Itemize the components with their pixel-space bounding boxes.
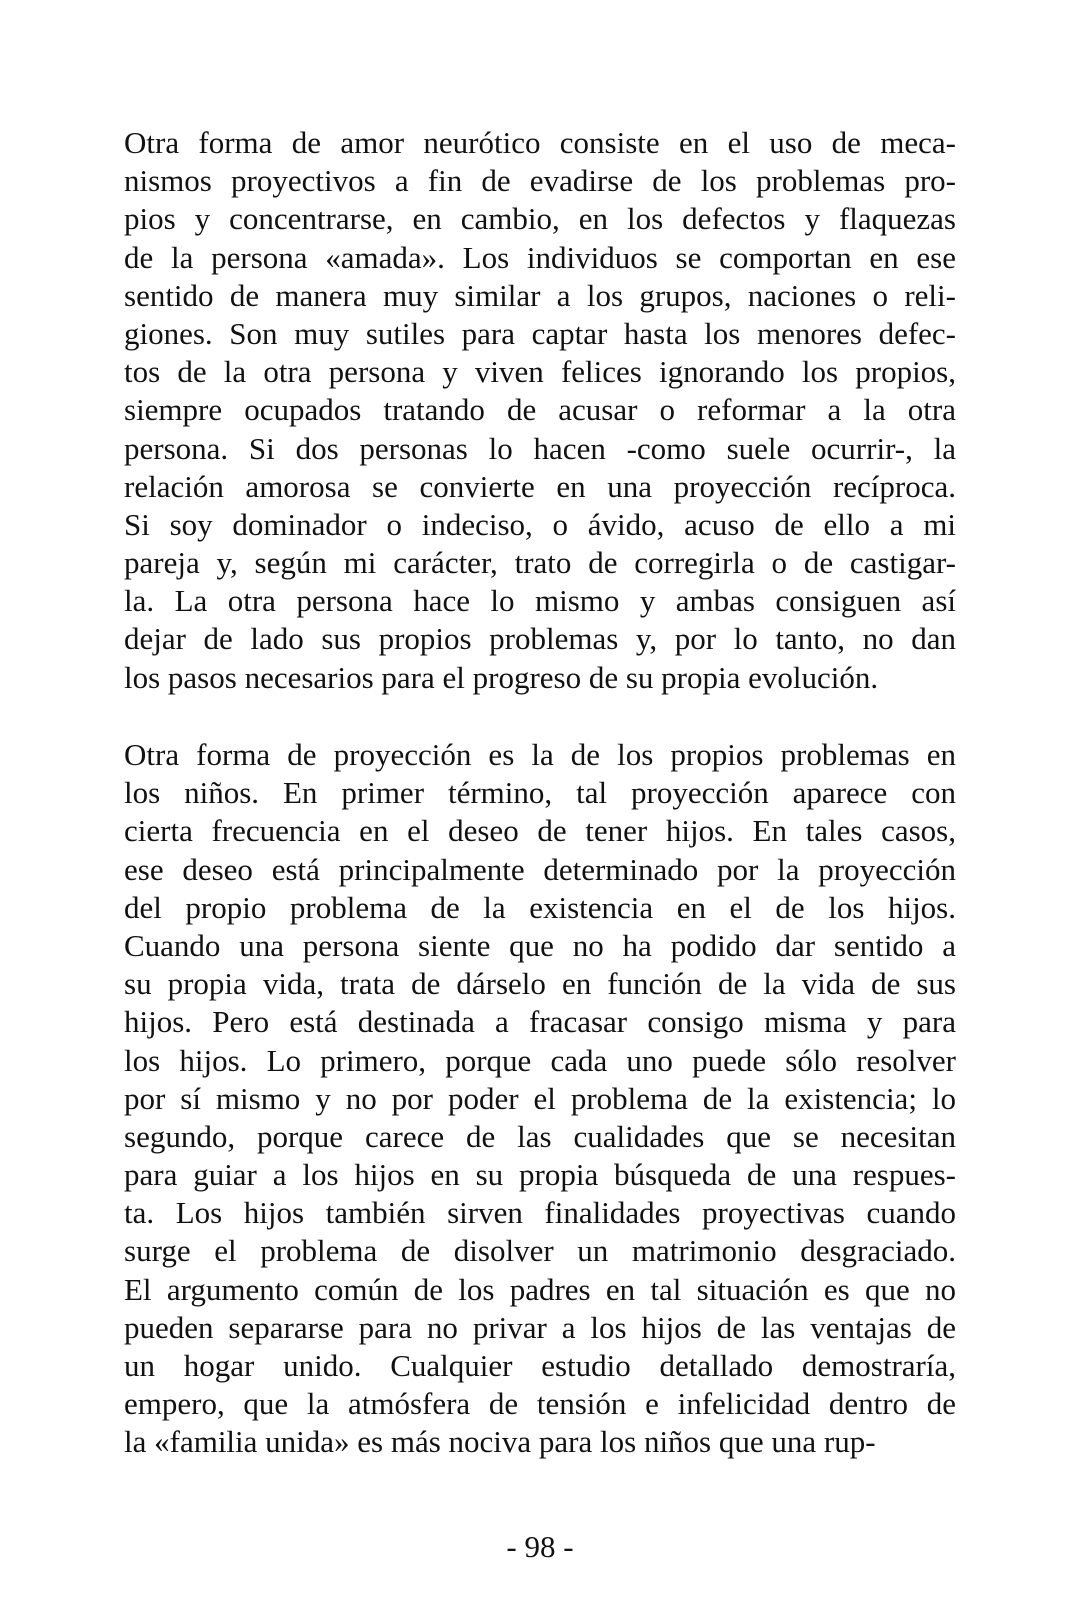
paragraph-1 — [124, 124, 956, 697]
text-line: los niños. En primer término, tal proyección aparece con — [124, 775, 956, 811]
text-line: para guiar a los hijos en su propia búsqueda de una respues- — [124, 1157, 956, 1193]
paragraph-2 — [124, 736, 956, 1462]
text-line: la «familia unida» es más nociva para los niños que una rup- — [124, 1424, 876, 1460]
text-line: cierta frecuencia en el deseo de tener hijos. En tales casos, — [124, 813, 956, 849]
text-line: El argumento común de los padres en tal situación es que no — [124, 1271, 956, 1307]
text-line: persona. Si dos personas lo hacen -como suele ocurrir-, la — [124, 430, 956, 466]
text-line: empero, que la atmósfera de tensión e infelicidad dentro de — [124, 1386, 956, 1422]
text-line: Otra forma de amor neurótico consiste en el uso de meca- — [124, 125, 956, 160]
text-line: Cuando una persona siente que no ha podido dar sentido a — [124, 927, 956, 963]
text-line: un hogar unido. Cualquier estudio detallado demostraría, — [124, 1348, 956, 1383]
text-line: pareja y, según mi carácter, trato de corregirla o de castigar- — [124, 545, 956, 581]
text-line: dejar de lado sus propios problemas y, por lo tanto, no dan — [124, 621, 956, 657]
page-number: - 98 - — [506, 1529, 574, 1564]
text-line: relación amorosa se convierte en una proyección recíproca. — [124, 468, 956, 504]
text-line: nismos proyectivos a fin de evadirse de los problemas pro- — [124, 163, 956, 199]
text-line: Si soy dominador o indeciso, o ávido, acuso de ello a mi — [124, 506, 956, 542]
text-line: los hijos. Lo primero, porque cada uno puede sólo resolver — [124, 1042, 956, 1078]
text-line: Otra forma de proyección es la de los propios problemas en — [124, 737, 956, 772]
text-line: ese deseo está principalmente determinado por la proyección — [124, 851, 956, 887]
text-line: giones. Son muy sutiles para captar hasta los menores defec- — [124, 315, 956, 351]
text-line: pios y concentrarse, en cambio, en los defectos y flaquezas — [124, 201, 956, 237]
text-line: los pasos necesarios para el progreso de su propia evolución. — [124, 659, 879, 695]
text-line: sentido de manera muy similar a los grupos, naciones o reli- — [124, 277, 956, 313]
text-line: hijos. Pero está destinada a fracasar consigo misma y para — [124, 1004, 956, 1040]
text-line: por sí mismo y no por poder el problema de la existencia; lo — [124, 1080, 956, 1116]
text-line: pueden separarse para no privar a los hijos de las ventajas de — [124, 1309, 956, 1345]
text-line: su propia vida, trata de dárselo en función de la vida de sus — [124, 966, 956, 1002]
text-line: la. La otra persona hace lo mismo y ambas consiguen así — [124, 583, 956, 619]
text-line: segundo, porque carece de las cualidades que se necesitan — [124, 1118, 956, 1154]
text-line: tos de la otra persona y viven felices ignorando los propios, — [124, 354, 956, 390]
text-line: del propio problema de la existencia en el de los hijos. — [124, 889, 956, 925]
text-line: siempre ocupados tratando de acusar o reformar a la otra — [124, 392, 956, 428]
text-line: surge el problema de disolver un matrimonio desgraciado. — [124, 1233, 956, 1269]
text-line: de la persona «amada». Los individuos se comportan en ese — [124, 239, 956, 275]
text-line: ta. Los hijos también sirven finalidades proyectivas cuando — [124, 1195, 956, 1231]
